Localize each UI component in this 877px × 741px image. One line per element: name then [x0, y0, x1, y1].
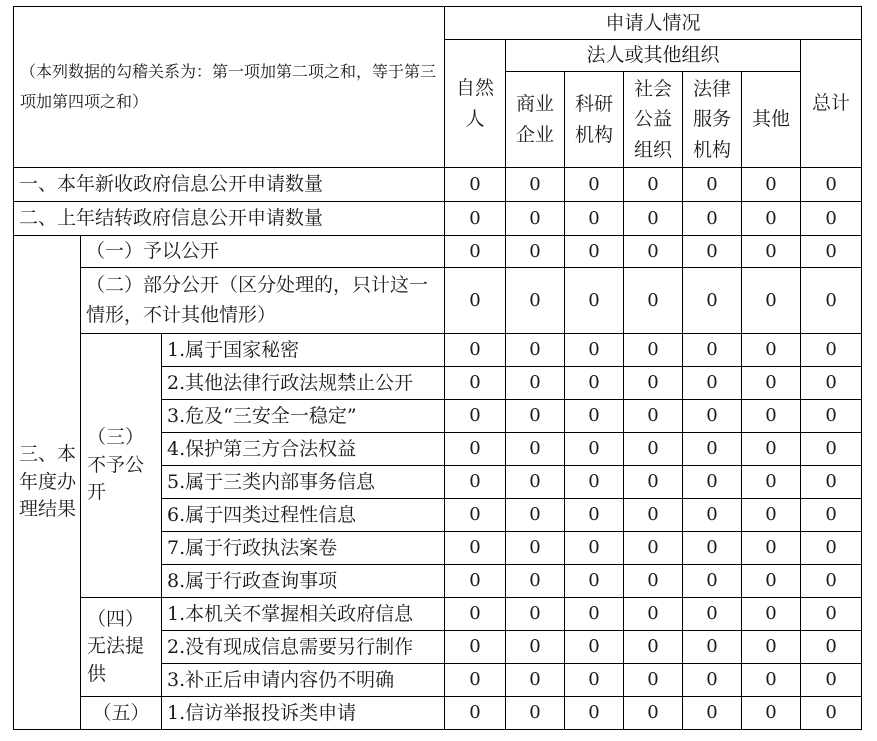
cell-total: 0: [801, 236, 862, 268]
cell-research: 0: [565, 168, 624, 202]
cell-research: 0: [565, 367, 624, 400]
cell-legal-service: 0: [683, 202, 742, 236]
total-header: 总计: [801, 40, 862, 168]
row-label: 5.属于三类内部事务信息: [162, 466, 445, 499]
cell-total: 0: [801, 697, 862, 730]
cell-other: 0: [742, 202, 801, 236]
row-label: 3.危及“三安全一稳定”: [162, 400, 445, 433]
cell-legal-service: 0: [683, 664, 742, 697]
legal-group-header: 法人或其他组织: [506, 40, 801, 72]
cell-welfare: 0: [624, 598, 683, 631]
commercial-header: 商业企业: [506, 72, 565, 168]
cell-research: 0: [565, 565, 624, 598]
cell-legal-service: 0: [683, 499, 742, 532]
cell-total: 0: [801, 334, 862, 367]
row-label: 1.信访举报投诉类申请: [162, 697, 445, 730]
table-row: [14, 598, 862, 631]
cell-welfare: 0: [624, 631, 683, 664]
cell-natural: 0: [445, 268, 506, 334]
row-label: 2.没有现成信息需要另行制作: [162, 631, 445, 664]
cell-research: 0: [565, 598, 624, 631]
cell-legal-service: 0: [683, 433, 742, 466]
cell-other: 0: [742, 367, 801, 400]
cell-commercial: 0: [506, 268, 565, 334]
section-c5-label: （五）: [81, 697, 162, 730]
cell-total: 0: [801, 664, 862, 697]
cell-research: 0: [565, 400, 624, 433]
cell-commercial: 0: [506, 532, 565, 565]
research-header: 科研机构: [565, 72, 624, 168]
cell-other: 0: [742, 499, 801, 532]
cell-legal-service: 0: [683, 334, 742, 367]
cell-commercial: 0: [506, 499, 565, 532]
applicant-header: 申请人情况: [445, 7, 862, 40]
row-label: 6.属于四类过程性信息: [162, 499, 445, 532]
cell-total: 0: [801, 565, 862, 598]
cell-welfare: 0: [624, 499, 683, 532]
cell-research: 0: [565, 532, 624, 565]
table-row: [14, 202, 862, 236]
row-label: 二、上年结转政府信息公开申请数量: [14, 202, 445, 236]
row-label: 3.补正后申请内容仍不明确: [162, 664, 445, 697]
table-row: [14, 268, 862, 334]
cell-other: 0: [742, 631, 801, 664]
cell-research: 0: [565, 466, 624, 499]
cell-legal-service: 0: [683, 631, 742, 664]
cell-legal-service: 0: [683, 532, 742, 565]
cell-research: 0: [565, 499, 624, 532]
cell-other: 0: [742, 664, 801, 697]
row-label: 7.属于行政执法案卷: [162, 532, 445, 565]
cell-total: 0: [801, 202, 862, 236]
cell-natural: 0: [445, 598, 506, 631]
cell-total: 0: [801, 499, 862, 532]
cell-total: 0: [801, 168, 862, 202]
cell-welfare: 0: [624, 268, 683, 334]
cell-other: 0: [742, 400, 801, 433]
cell-research: 0: [565, 202, 624, 236]
cell-total: 0: [801, 268, 862, 334]
cell-natural: 0: [445, 236, 506, 268]
cell-natural: 0: [445, 400, 506, 433]
cell-total: 0: [801, 598, 862, 631]
cell-commercial: 0: [506, 236, 565, 268]
cell-welfare: 0: [624, 202, 683, 236]
cell-research: 0: [565, 664, 624, 697]
cell-welfare: 0: [624, 664, 683, 697]
cell-welfare: 0: [624, 565, 683, 598]
cell-total: 0: [801, 631, 862, 664]
cell-commercial: 0: [506, 367, 565, 400]
cell-natural: 0: [445, 631, 506, 664]
table-row: [14, 697, 862, 730]
table-row: [14, 168, 862, 202]
section-three-label: 三、本年度办理结果: [14, 236, 81, 730]
legal-service-header: 法律服务机构: [683, 72, 742, 168]
cell-natural: 0: [445, 532, 506, 565]
cell-commercial: 0: [506, 631, 565, 664]
cell-welfare: 0: [624, 433, 683, 466]
cell-commercial: 0: [506, 697, 565, 730]
cell-other: 0: [742, 433, 801, 466]
section-c4-label: （四）无法提供: [81, 598, 162, 697]
cell-other: 0: [742, 334, 801, 367]
table-row: [14, 334, 862, 367]
cell-natural: 0: [445, 466, 506, 499]
section-c3-label: （三）不予公开: [81, 334, 162, 598]
cell-welfare: 0: [624, 168, 683, 202]
cell-natural: 0: [445, 367, 506, 400]
row-label: 1.本机关不掌握相关政府信息: [162, 598, 445, 631]
cell-legal-service: 0: [683, 168, 742, 202]
cell-other: 0: [742, 565, 801, 598]
cell-welfare: 0: [624, 532, 683, 565]
cell-total: 0: [801, 433, 862, 466]
other-header: 其他: [742, 72, 801, 168]
cell-other: 0: [742, 598, 801, 631]
cell-other: 0: [742, 532, 801, 565]
cell-research: 0: [565, 236, 624, 268]
welfare-header: 社会公益组织: [624, 72, 683, 168]
natural-person-header: 自然人: [445, 40, 506, 168]
cell-commercial: 0: [506, 202, 565, 236]
cell-research: 0: [565, 433, 624, 466]
cell-total: 0: [801, 532, 862, 565]
cell-legal-service: 0: [683, 400, 742, 433]
cell-legal-service: 0: [683, 466, 742, 499]
cell-natural: 0: [445, 202, 506, 236]
cell-natural: 0: [445, 433, 506, 466]
cell-welfare: 0: [624, 697, 683, 730]
cell-research: 0: [565, 268, 624, 334]
cell-legal-service: 0: [683, 236, 742, 268]
cell-natural: 0: [445, 168, 506, 202]
cell-legal-service: 0: [683, 697, 742, 730]
relation-note: （本列数据的勾稽关系为：第一项加第二项之和，等于第三项加第四项之和）: [14, 7, 445, 168]
row-label: 4.保护第三方合法权益: [162, 433, 445, 466]
cell-welfare: 0: [624, 367, 683, 400]
cell-legal-service: 0: [683, 268, 742, 334]
row-label: 一、本年新收政府信息公开申请数量: [14, 168, 445, 202]
cell-welfare: 0: [624, 236, 683, 268]
cell-total: 0: [801, 400, 862, 433]
cell-commercial: 0: [506, 334, 565, 367]
cell-commercial: 0: [506, 433, 565, 466]
cell-other: 0: [742, 268, 801, 334]
cell-legal-service: 0: [683, 598, 742, 631]
row-label: 2.其他法律行政法规禁止公开: [162, 367, 445, 400]
row-label: （二）部分公开（区分处理的，只计这一情形，不计其他情形）: [81, 268, 445, 334]
row-label: 1.属于国家秘密: [162, 334, 445, 367]
cell-legal-service: 0: [683, 565, 742, 598]
cell-total: 0: [801, 367, 862, 400]
cell-commercial: 0: [506, 400, 565, 433]
cell-commercial: 0: [506, 466, 565, 499]
cell-legal-service: 0: [683, 367, 742, 400]
cell-commercial: 0: [506, 598, 565, 631]
cell-natural: 0: [445, 664, 506, 697]
cell-natural: 0: [445, 334, 506, 367]
cell-research: 0: [565, 631, 624, 664]
cell-research: 0: [565, 334, 624, 367]
disclosure-table: [13, 6, 862, 730]
cell-commercial: 0: [506, 168, 565, 202]
cell-other: 0: [742, 236, 801, 268]
table-row: [14, 236, 862, 268]
cell-welfare: 0: [624, 334, 683, 367]
cell-other: 0: [742, 466, 801, 499]
row-label: 8.属于行政查询事项: [162, 565, 445, 598]
cell-total: 0: [801, 466, 862, 499]
row-label: （一）予以公开: [81, 236, 445, 268]
cell-commercial: 0: [506, 664, 565, 697]
cell-other: 0: [742, 168, 801, 202]
cell-natural: 0: [445, 565, 506, 598]
cell-other: 0: [742, 697, 801, 730]
cell-welfare: 0: [624, 400, 683, 433]
cell-welfare: 0: [624, 466, 683, 499]
cell-commercial: 0: [506, 565, 565, 598]
cell-research: 0: [565, 697, 624, 730]
cell-natural: 0: [445, 697, 506, 730]
cell-natural: 0: [445, 499, 506, 532]
